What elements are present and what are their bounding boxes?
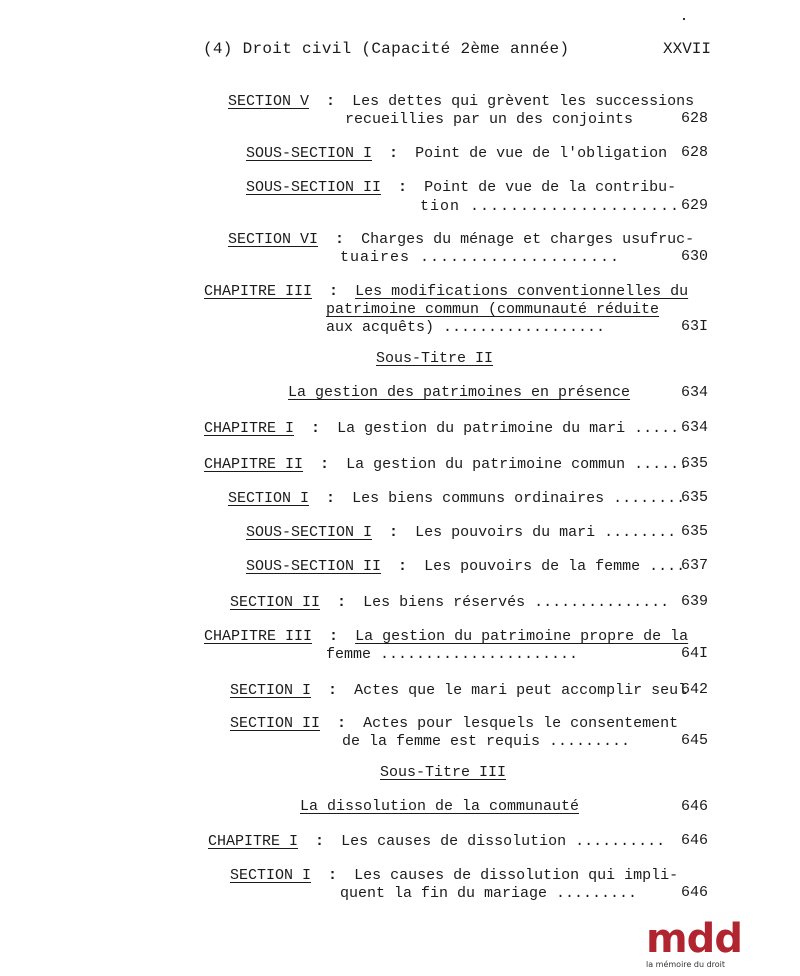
toc-entry: CHAPITRE III : La gestion du patrimoine propre de la xyxy=(204,628,689,645)
entry-title-cont: aux acquêts) .................. xyxy=(326,319,606,336)
page-number: 646 xyxy=(680,798,708,815)
toc-entry: SOUS-SECTION I : Les pouvoirs du mari ........ xyxy=(246,524,677,541)
toc-entry: SECTION II : Actes pour lesquels le consentement xyxy=(230,715,679,732)
entry-title-cont: tion ..................... xyxy=(420,198,681,215)
page-number: 646 xyxy=(680,884,708,901)
entry-title-cont: recueillies par un des conjoints xyxy=(345,111,634,128)
mdd-logo xyxy=(646,916,742,970)
entry-title: La gestion du patrimoine propre de la xyxy=(355,628,689,645)
subtitle-heading: Sous-Titre III xyxy=(380,764,507,781)
entry-label: SECTION II xyxy=(230,594,321,611)
entry-title: Point de vue de la contribu- xyxy=(424,179,677,196)
entry-title-cont: femme ...................... xyxy=(326,646,579,663)
entry-title: Actes que le mari peut accomplir seul xyxy=(354,682,688,699)
entry-title: La gestion du patrimoine du mari ..... xyxy=(337,420,680,437)
entry-title: Les dettes qui grèvent les successions xyxy=(352,93,695,110)
page-number: 628 xyxy=(680,110,708,127)
entry-label: CHAPITRE II xyxy=(204,456,304,473)
entry-label: CHAPITRE I xyxy=(208,833,299,850)
entry-title: Les biens communs ordinaires ........ xyxy=(352,490,686,507)
entry-title-cont: patrimoine commun (communauté réduite xyxy=(326,301,660,318)
toc-entry: CHAPITRE I : La gestion du patrimoine du mari ..... xyxy=(204,420,680,437)
logo-tagline: la mémoire du droit xyxy=(646,960,726,969)
toc-entry: SECTION I : Les causes de dissolution qui impli- xyxy=(230,867,679,884)
entry-title: Les modifications conventionnelles du xyxy=(355,283,689,300)
entry-title: Charges du ménage et charges usufruc- xyxy=(361,231,695,248)
page-number: 635 xyxy=(680,455,708,472)
toc-entry: SECTION VI : Charges du ménage et charges usufruc- xyxy=(228,231,695,248)
page-number: 645 xyxy=(680,732,708,749)
toc-entry: SOUS-SECTION II : Les pouvoirs de la femme .... xyxy=(246,558,686,575)
toc-entry: SECTION I : Actes que le mari peut accomplir seul xyxy=(230,682,688,699)
part-heading: La dissolution de la communauté xyxy=(300,798,580,815)
entry-label: SECTION I xyxy=(230,682,312,699)
entry-title: Les pouvoirs du mari ........ xyxy=(415,524,677,541)
page-number: 637 xyxy=(680,557,708,574)
entry-title: Les biens réservés ............... xyxy=(363,594,670,611)
entry-label: SOUS-SECTION I xyxy=(246,524,373,541)
scan-mark xyxy=(683,18,685,20)
toc-entry: CHAPITRE I : Les causes de dissolution .......... xyxy=(208,833,666,850)
entry-label: SOUS-SECTION I xyxy=(246,145,373,162)
toc-entry: SECTION II : Les biens réservés ............... xyxy=(230,594,670,611)
entry-label: CHAPITRE III xyxy=(204,628,313,645)
entry-title: Point de vue de l'obligation xyxy=(415,145,668,162)
subtitle-heading: Sous-Titre II xyxy=(376,350,494,367)
entry-label: SOUS-SECTION II xyxy=(246,558,382,575)
entry-label: SECTION II xyxy=(230,715,321,732)
toc-entry: CHAPITRE II : La gestion du patrimoine commun ...... xyxy=(204,456,689,473)
toc-entry: SECTION I : Les biens communs ordinaires ........ xyxy=(228,490,686,507)
page-numeral: XXVII xyxy=(663,40,712,58)
part-heading: La gestion des patrimoines en présence xyxy=(288,384,631,401)
page-number: 642 xyxy=(680,681,708,698)
entry-label: SECTION I xyxy=(228,490,310,507)
page-number: 639 xyxy=(680,593,708,610)
page-number: 628 xyxy=(680,144,708,161)
entry-label: SECTION V xyxy=(228,93,310,110)
page-number: 634 xyxy=(680,384,708,401)
page-number: 634 xyxy=(680,419,708,436)
entry-title-cont: quent la fin du mariage ......... xyxy=(340,885,638,902)
toc-entry: SOUS-SECTION II : Point de vue de la contribu- xyxy=(246,179,677,196)
page-number: 64I xyxy=(680,645,708,662)
page-number: 63I xyxy=(680,318,708,335)
entry-title: Les causes de dissolution qui impli- xyxy=(354,867,679,884)
entry-title-cont: tuaires .................... xyxy=(340,249,621,266)
page-number: 635 xyxy=(680,489,708,506)
toc-entry: SOUS-SECTION I : Point de vue de l'obligation xyxy=(246,145,668,162)
running-header: (4) Droit civil (Capacité 2ème année) xyxy=(203,40,570,58)
entry-label: CHAPITRE III xyxy=(204,283,313,300)
page-number: 635 xyxy=(680,523,708,540)
entry-label: CHAPITRE I xyxy=(204,420,295,437)
entry-label: SOUS-SECTION II xyxy=(246,179,382,196)
entry-title: Les causes de dissolution .......... xyxy=(341,833,666,850)
entry-title-cont: de la femme est requis ......... xyxy=(342,733,631,750)
entry-title: La gestion du patrimoine commun ...... xyxy=(346,456,689,473)
entry-label: SECTION VI xyxy=(228,231,319,248)
toc-entry: CHAPITRE III : Les modifications conventionnelles du xyxy=(204,283,689,300)
entry-label: SECTION I xyxy=(230,867,312,884)
entry-title: Les pouvoirs de la femme .... xyxy=(424,558,686,575)
page-number: 630 xyxy=(680,248,708,265)
page-number: 629 xyxy=(680,197,708,214)
toc-entry: SECTION V : Les dettes qui grèvent les successions xyxy=(228,93,695,110)
logo-mark: mdd xyxy=(646,916,742,962)
entry-title: Actes pour lesquels le consentement xyxy=(363,715,679,732)
page-number: 646 xyxy=(680,832,708,849)
